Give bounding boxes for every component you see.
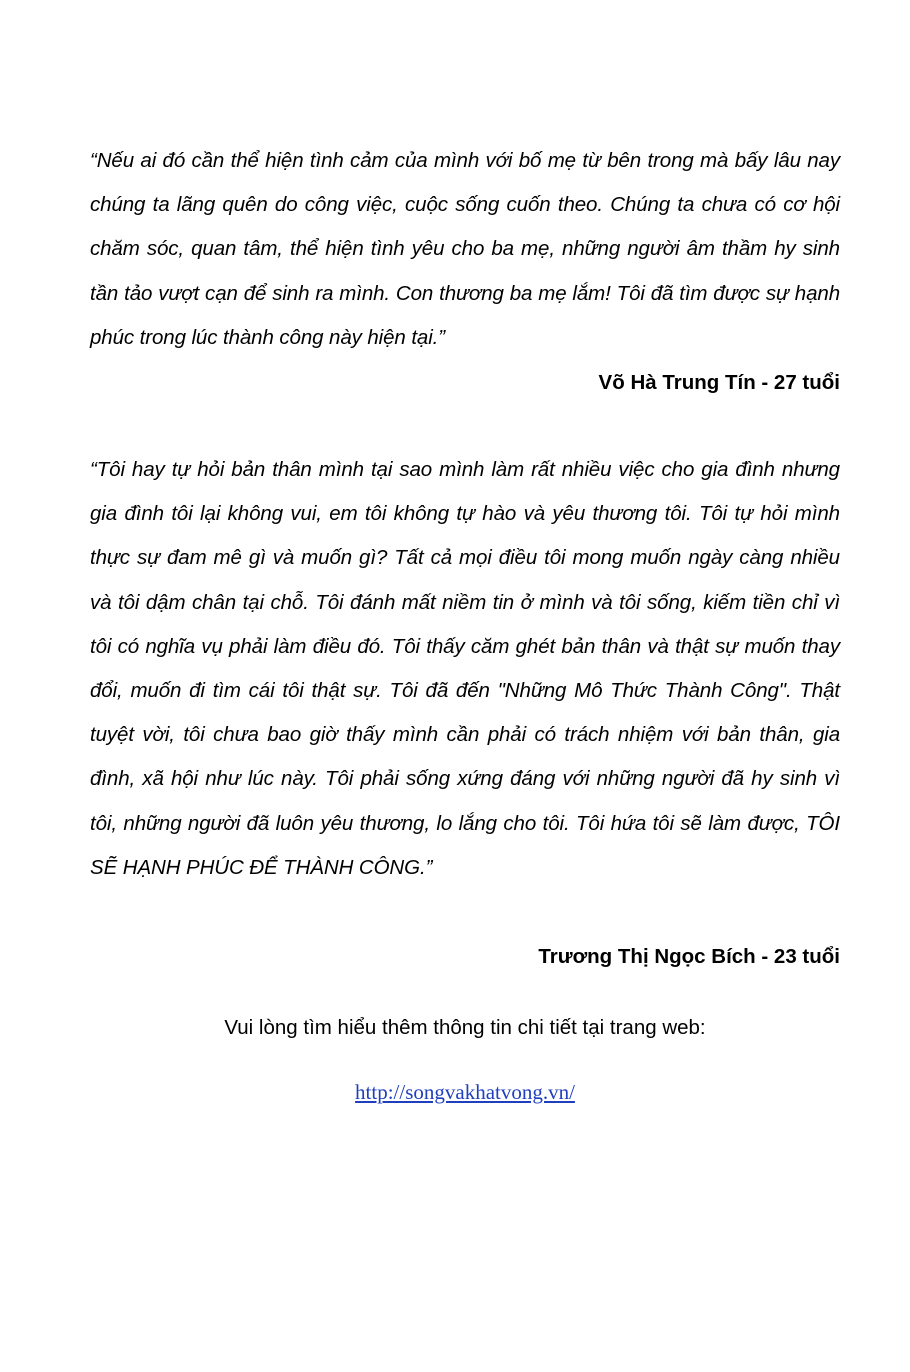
- testimonial-author-1: Võ Hà Trung Tín - 27 tuổi: [598, 371, 840, 394]
- testimonial-author-2: Trương Thị Ngọc Bích - 23 tuổi: [538, 945, 840, 968]
- website-info-text: Vui lòng tìm hiểu thêm thông tin chi tiết tại trang web:: [224, 1016, 706, 1039]
- testimonial-quote-2: “Tôi hay tự hỏi bản thân mình tại sao mình làm rất nhiều việc cho gia đình nhưng gia đình tôi lại không vui, em tôi không tự hào và yêu thương tôi. Tôi tự hỏi mình thực sự đam mê gì và muốn gì? Tất cả mọi điều tôi mong muốn ngày càng nhiều và tôi dậm chân tại chỗ. Tôi đánh mất niềm tin ở mình và tôi sống, kiếm tiền chỉ vì tôi có nghĩa vụ phải làm điều đó. Tôi thấy căm ghét bản thân và thật sự muốn thay đổi, muốn đi tìm cái tôi thật sự. Tôi đã đến "Những Mô Thức Thành Công". Thật tuyệt vời, tôi chưa bao giờ thấy mình cần phải có trách nhiệm với bản thân, gia đình, xã hội như lúc này. Tôi phải sống xứng đáng với những người đã hy sinh vì tôi, những người đã luôn yêu thương, lo lắng cho tôi. Tôi hứa tôi sẽ làm được, TÔI SẼ HẠNH PHÚC ĐỂ THÀNH CÔNG.”: [90, 458, 840, 879]
- website-link-container: [0, 1077, 910, 1107]
- testimonial-quote-1: “Nếu ai đó cần thể hiện tình cảm của mình với bố mẹ từ bên trong mà bấy lâu nay chúng ta lãng quên do công việc, cuộc sống cuốn theo. Chúng ta chưa có cơ hội chăm sóc, quan tâm, thể hiện tình yêu cho ba mẹ, những người âm thầm hy sinh tần tảo vượt cạn để sinh ra mình. Con thương ba mẹ lắm! Tôi đã tìm được sự hạnh phúc trong lúc thành công này hiện tại.”: [90, 149, 840, 349]
- website-link[interactable]: http://songvakhatvong.vn/: [355, 1080, 575, 1104]
